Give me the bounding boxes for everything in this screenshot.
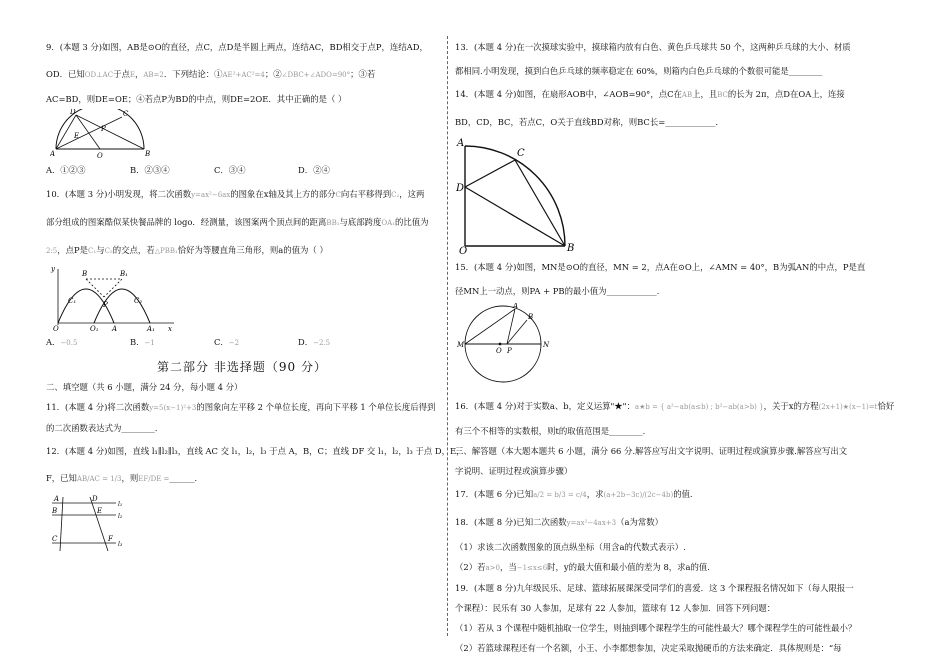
q19-line2: 个课程）：民乐有 30 人参加，足球有 22 人参加，篮球有 12 人参加．回答下列问题： [455, 603, 776, 613]
q16-formula: a★b = { a²−ab(a≤b) ; b²−ab(a>b) } [634, 403, 764, 411]
q10-label-x: x [168, 325, 172, 331]
q10-option-c [214, 331, 298, 354]
q14-formula: AB [681, 91, 693, 99]
q19-line1: 19．(本题 8 分)九年级民乐、足球、篮球拓展课深受同学们的喜爱．这 3 个课程报名情况如下（每人限报一 [455, 583, 854, 593]
q16-formula: (2x+1)★(x−1)=t [818, 403, 878, 411]
q15-label-m: M [457, 341, 465, 349]
q9-label-c: C [123, 110, 129, 118]
q10-line2 [46, 209, 438, 237]
q17-text: 的值. [673, 489, 693, 499]
q10-segment-b1p [104, 279, 122, 297]
q10-formula: C [335, 191, 341, 199]
q12-figure [48, 493, 158, 555]
q10-label-p: P [103, 301, 108, 309]
q15-line2: 径MN上一动点，则PA + PB的最小值为____________． [455, 286, 666, 296]
q10-label-c2: C₂ [134, 297, 143, 305]
q18-line1 [455, 509, 925, 537]
q11-line1 [46, 397, 438, 418]
q10-text: 的图象在x轴及其上方的部分 [230, 189, 336, 199]
section3-line1: 三、解答题（本大题本题共 6 小题，满分 66 分.解答应写出文字说明、证明过程或演算步骤.解答应写出文 [455, 446, 848, 456]
q14-text: 上，且 [692, 89, 718, 99]
q12-label-l1: l₁ [118, 501, 123, 508]
q10-text: 的交点，若 [112, 245, 155, 255]
q10-option-letter: D． [298, 337, 314, 347]
q10-text: ，这两 [399, 189, 425, 199]
q12-label-c: C [52, 535, 58, 543]
q13-line1: 13．(本题 4 分)在一次摸球实验中，摸球箱内放有白色、黄色乒乓球共 50 个，这两种乒乓球的大小、材质 [455, 42, 851, 52]
q15-segment-ma [465, 309, 515, 344]
q9-text: 于点 [113, 69, 130, 79]
q9-label-e: E [74, 132, 80, 140]
q9-option-c: C．③④ [214, 165, 246, 175]
q14-segment-bc [515, 160, 565, 246]
q9-figure [50, 109, 150, 159]
q12-label-d: D [92, 495, 98, 503]
q9-option-d: D．②④ [298, 165, 330, 175]
q14-figure [455, 136, 585, 254]
q10-label-y: y [51, 265, 55, 273]
q10-line3 [46, 237, 438, 265]
q9-line2 [46, 61, 438, 89]
q10-formula: 2:5 [46, 247, 58, 255]
q10-text: 与 [96, 245, 105, 255]
q10-text: 的比值为 [395, 217, 429, 227]
q12-label-e: E [97, 507, 103, 515]
q9-text: ；② [264, 69, 282, 79]
q19-sub2: （2）若篮球课程还有一个名额，小王、小李都想参加，决定采取抛硬币的方法来确定．具体规则是：“每 [455, 643, 842, 653]
q18-sub1: （1）求该二次函数图象的顶点纵坐标（用含a的代数式表示）. [455, 542, 686, 552]
q10-formula: C₂ [391, 191, 400, 199]
q9-line-od [76, 115, 100, 149]
q16-text: 恰好 [877, 401, 895, 411]
q9-text: ．已知 [59, 69, 85, 79]
q10-formula: y=ax²−6ax [191, 191, 231, 199]
q12-text: F，已知 [46, 473, 77, 483]
q10-segment-bp [86, 279, 104, 297]
q14-label-c: C [517, 148, 525, 159]
q10-figure [50, 265, 180, 331]
q12-label-f: F [108, 535, 113, 543]
q14-segment-bd [465, 187, 565, 246]
q9-options [46, 159, 438, 181]
left-column [46, 34, 465, 555]
q17-formula: (a+2b−3c)/(2c−4b) [603, 491, 674, 499]
q10-line1 [46, 181, 438, 209]
q19-sub1: （1）若从 3 个课程中随机抽取一位学生，则抽到哪个课程学生的可能性最大？哪个课程学生的可能性最小？ [455, 623, 857, 633]
q11-line2: 的二次函数表达式为________． [46, 423, 164, 433]
q18-text: 18．(本题 8 分)已知二次函数 [455, 517, 567, 527]
q18-text: 时，y的最大值和最小值的差为 8，求a的值. [547, 562, 710, 572]
q12-formula: AB/AC = 1/3 [76, 475, 122, 483]
q9-option-a: A．①②③ [46, 165, 86, 175]
q10-options [46, 331, 438, 354]
column-divider [447, 36, 448, 636]
q10-option-d [298, 331, 330, 354]
part2-title: 第二部分 非选择题（90 分） [157, 360, 327, 374]
q14-line2: BD，CD，BC，若点C，O关于直线BD对称，则BC长=____________． [455, 117, 724, 127]
q15-line1: 15．(本题 4 分)如图，MN是⊙O的直径，MN = 2，点A在⊙O上，∠AMN = 40°，B为弧AN的中点，P是直 [455, 262, 866, 272]
q10-text: 10．(本题 3 分)小明发现，将二次函数 [46, 189, 192, 199]
q10-option-letter: C． [214, 337, 229, 347]
q10-option-value: −2.5 [313, 339, 331, 347]
q10-formula: BB₁ [326, 219, 340, 227]
q9-formula: E [129, 71, 135, 79]
q14-formula: BC [717, 91, 728, 99]
q14-label-d: D [456, 183, 465, 194]
q14-label-o: O [459, 246, 468, 254]
q17-line1 [455, 481, 925, 509]
q9-text: ；③若 [350, 69, 376, 79]
q14-text: 的长为 2π，点D在OA上，连接 [727, 89, 845, 99]
q9-text: OD [46, 69, 60, 79]
q9-line3: AC=BD，则DE=OE；④若点P为BD的中点，则DE=2OE．其中正确的是（ ） [46, 94, 347, 104]
q14-label-b: B [567, 243, 575, 254]
q12-text: ______． [169, 473, 203, 483]
q10-text: 向右平移得到 [340, 189, 392, 199]
section2-heading: 二、填空题（共 6 小题，满分 24 分，每小题 4 分） [46, 382, 243, 392]
q9-formula: AB=2 [143, 71, 164, 79]
q10-text: ，点P是 [57, 245, 89, 255]
q10-option-value: −2 [228, 339, 240, 347]
q15-label-o: O [496, 347, 502, 355]
q10-option-value: −1 [144, 339, 155, 347]
q10-text: 恰好为等腰直角三角形，则a的值为（ ） [177, 245, 328, 255]
q15-label-p: P [507, 347, 512, 355]
q10-formula: C₂ [104, 247, 113, 255]
q9-formula: AE²+AC²=4 [222, 71, 265, 79]
q9-text: ．下列结论：① [163, 69, 223, 79]
q11-formula: y=5(x−1)²+3 [149, 404, 197, 412]
q10-label-b: B [82, 270, 88, 278]
q10-formula: C₁ [88, 247, 97, 255]
q17-formula: a/2 = b/3 = c/4 [533, 491, 587, 499]
q9-formula: OD⊥AC [84, 71, 114, 79]
q12-formula: EF/DE = [138, 475, 170, 483]
q12-line1: 12．(本题 4 分)如图，直线 l₁∥l₂∥l₃，直线 AC 交 l₁，l₂，l₃ 于点 A，B，C；直线 DF 交 l₁，l₂，l₃ 于点 D，E， [46, 446, 465, 456]
section3-line2: 字说明、证明过程或演算步骤） [455, 466, 573, 476]
q18-text: （a为常数） [616, 517, 663, 527]
q10-option-b [130, 331, 214, 354]
q14-line1 [455, 81, 925, 109]
q10-label-c1: C₁ [68, 297, 77, 305]
q12-line2 [46, 465, 438, 493]
q12-label-b: B [52, 507, 58, 515]
q10-label-a: A [112, 325, 118, 331]
q9-text: ， [134, 69, 144, 79]
q10-option-letter: B． [130, 337, 145, 347]
q9-line1: 9．(本题 3 分)如图，AB是⊙O的直径，点C，点D是半圆上两点，连结AC，BD相交于点P，连结AD， [46, 42, 428, 52]
q15-label-a: A [513, 303, 519, 310]
q18-formula: −1≤x≤6 [516, 564, 548, 572]
q15-label-b: B [528, 313, 534, 321]
q16-line2: 有三个不相等的实数根，则t的取值范围是________． [455, 426, 651, 436]
q15-label-n: N [543, 341, 550, 349]
q10-label-b1: B₁ [120, 270, 128, 278]
q14-segment-cd [465, 160, 515, 187]
q11-text: 的图象向左平移 2 个单位长度，再向下平移 1 个单位长度后得到 [196, 402, 436, 412]
q18-formula: a>0 [485, 564, 500, 572]
q14-label-a: A [457, 138, 465, 149]
q13-line2: 都相同.小明发现，摸到白色乒乓球的频率稳定在 60%，则箱内白色乒乓球的个数很可能是________ [455, 66, 823, 76]
q10-label-a1: A₁ [147, 325, 155, 331]
q10-label-o1: O₁ [90, 325, 99, 331]
q17-text: ，求 [586, 489, 604, 499]
q18-text: （2）若 [455, 562, 486, 572]
q10-label-o: O [53, 325, 59, 331]
q9-label-b: B [145, 150, 150, 158]
q9-label-o: O [97, 152, 103, 159]
q10-text: 部分组成的图案酷似某快餐品牌的 logo．经测量，该图案两个顶点间的距离 [46, 217, 327, 227]
right-column [455, 34, 925, 658]
q12-label-l3: l₃ [118, 541, 123, 548]
q15-figure [455, 303, 555, 385]
q10-text: 与底部跨度 [339, 217, 382, 227]
q14-text: 14．(本题 4 分)如图，在扇形AOB中，∠AOB=90°，点C在 [455, 89, 682, 99]
q10-option-letter: A． [46, 337, 61, 347]
q9-option-b: B．②③④ [130, 165, 170, 175]
q10-option-a [46, 331, 130, 354]
q12-label-a: A [54, 495, 60, 503]
q12-label-l2: l₂ [118, 513, 123, 520]
q18-text: ，当 [499, 562, 517, 572]
q18-formula: y=ax²−4ax+3 [566, 519, 617, 527]
q16-text: 16．(本题 4 分)对于实数a、b，定义运算"★"： [455, 401, 635, 411]
q18-sub2 [455, 557, 925, 578]
q11-text: 11．(本题 4 分)将二次函数 [46, 402, 150, 412]
q16-line1 [455, 393, 925, 421]
q16-text: ，关于x的方程 [763, 401, 819, 411]
q10-formula: △PBB₁ [154, 247, 178, 255]
q9-formula: ∠DBC+∠ADO=90° [281, 71, 351, 79]
q12-text: ，则 [121, 473, 139, 483]
q10-option-value: −0.5 [60, 339, 78, 347]
q15-center-dot [499, 343, 502, 346]
q17-text: 17．(本题 6 分)已知 [455, 489, 534, 499]
q10-formula: OA₁ [381, 219, 396, 227]
q9-label-p: P [101, 125, 106, 133]
q9-label-a: A [50, 150, 56, 158]
q9-label-d: D [70, 109, 76, 116]
